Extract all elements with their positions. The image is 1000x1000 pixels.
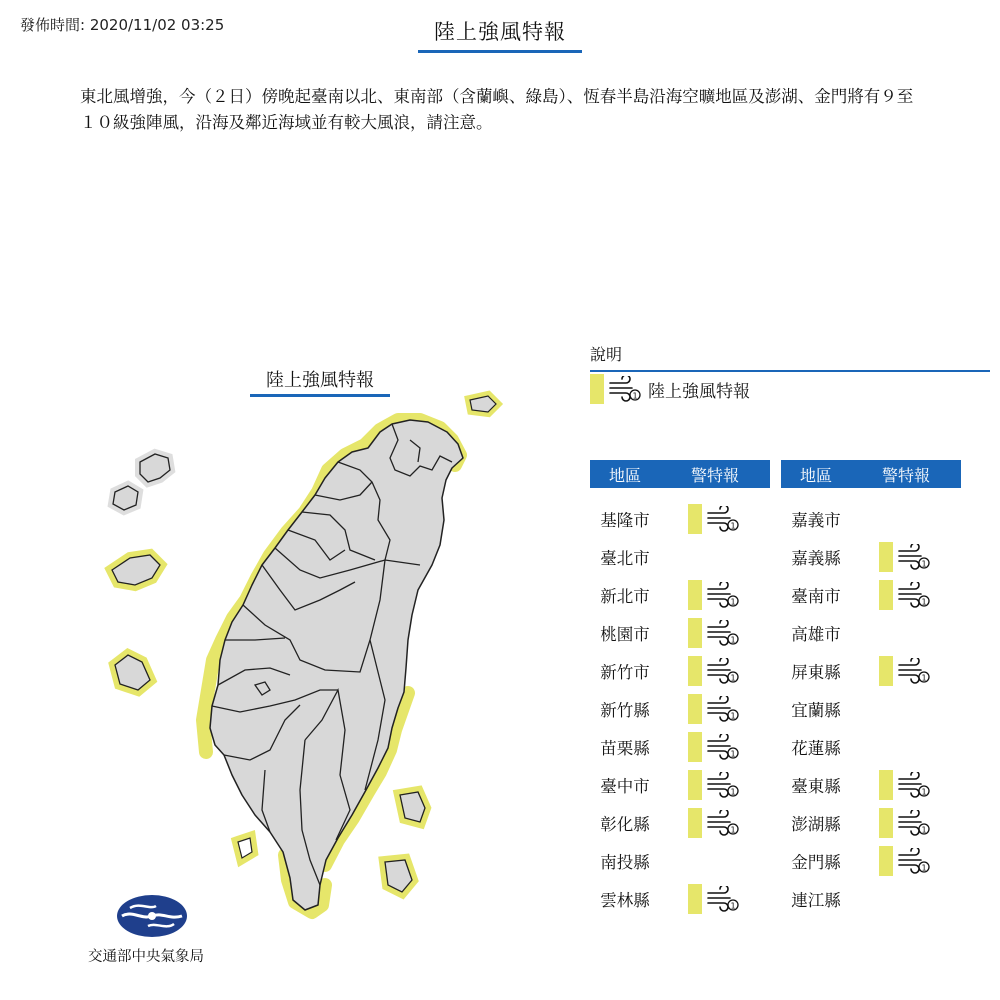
region-name: 連江縣 xyxy=(791,891,841,910)
warning-swatch xyxy=(688,884,702,914)
table-row xyxy=(590,880,770,918)
table-row xyxy=(590,842,770,880)
svg-text:1: 1 xyxy=(730,825,736,835)
warning-indicator xyxy=(688,656,740,686)
region-name: 桃園市 xyxy=(600,625,650,644)
table-header xyxy=(781,460,961,488)
agency-name: 交通部中央氣象局 xyxy=(88,949,204,965)
warning-indicator xyxy=(688,732,740,762)
wind-warning-icon xyxy=(897,544,931,570)
svg-text:1: 1 xyxy=(730,673,736,683)
table-row xyxy=(781,652,961,690)
table-row xyxy=(781,500,961,538)
legend-heading: 說明 xyxy=(590,342,990,372)
issue-time: 發佈時間: 2020/11/02 03:25 xyxy=(20,16,225,34)
region-name: 新竹縣 xyxy=(600,701,650,720)
table-row xyxy=(781,766,961,804)
svg-text:1: 1 xyxy=(730,749,736,759)
table-row xyxy=(590,804,770,842)
legend-swatch xyxy=(590,374,604,404)
svg-text:1: 1 xyxy=(921,863,927,873)
wind-warning-icon xyxy=(897,772,931,798)
svg-text:1: 1 xyxy=(921,597,927,607)
penghu-islands xyxy=(112,555,160,690)
region-name: 金門縣 xyxy=(791,853,841,872)
wind-warning-icon xyxy=(897,658,931,684)
table-row xyxy=(781,804,961,842)
table-header xyxy=(590,460,770,488)
region-name: 花蓮縣 xyxy=(791,739,841,758)
warning-swatch xyxy=(688,732,702,762)
wind-warning-icon xyxy=(706,582,740,608)
table-row xyxy=(590,728,770,766)
region-name: 新竹市 xyxy=(600,663,650,682)
table-rows-right xyxy=(781,488,961,918)
region-name: 南投縣 xyxy=(600,853,650,872)
warning-swatch xyxy=(879,770,893,800)
warning-swatch xyxy=(688,504,702,534)
region-name: 臺東縣 xyxy=(791,777,841,796)
warning-indicator xyxy=(688,884,740,914)
region-table-right xyxy=(781,460,961,918)
legend-label: 陸上強風特報 xyxy=(648,381,750,402)
wind-warning-icon xyxy=(706,734,740,760)
table-row xyxy=(781,728,961,766)
svg-text:1: 1 xyxy=(730,521,736,531)
region-table-left xyxy=(590,460,770,918)
warning-swatch xyxy=(688,694,702,724)
warning-swatch xyxy=(879,808,893,838)
table-row xyxy=(781,614,961,652)
warning-indicator xyxy=(688,618,740,648)
region-name: 嘉義市 xyxy=(791,511,841,530)
table-row xyxy=(781,576,961,614)
table-row xyxy=(590,614,770,652)
table-row xyxy=(590,690,770,728)
wind-warning-icon xyxy=(706,620,740,646)
table-row xyxy=(590,652,770,690)
svg-text:1: 1 xyxy=(730,597,736,607)
svg-text:1: 1 xyxy=(730,711,736,721)
map-title: 陸上強風特報 xyxy=(250,366,390,397)
svg-text:1: 1 xyxy=(730,787,736,797)
warning-indicator xyxy=(688,694,740,724)
warning-indicator xyxy=(879,770,931,800)
wind-warning-icon xyxy=(706,772,740,798)
cwb-logo xyxy=(116,894,188,940)
warning-indicator xyxy=(879,808,931,838)
region-name: 基隆市 xyxy=(600,511,650,530)
page-title: 陸上強風特報 xyxy=(418,16,582,53)
wind-warning-icon xyxy=(706,886,740,912)
warning-indicator xyxy=(688,580,740,610)
warning-indicator xyxy=(688,504,740,534)
header-region: 地區 xyxy=(799,465,832,485)
region-name: 嘉義縣 xyxy=(791,549,841,568)
table-row xyxy=(781,690,961,728)
svg-text:1: 1 xyxy=(632,391,638,401)
wind-warning-icon xyxy=(897,582,931,608)
region-name: 臺北市 xyxy=(600,549,650,568)
warning-indicator xyxy=(879,846,931,876)
region-name: 屏東縣 xyxy=(791,663,841,682)
warning-swatch xyxy=(688,580,702,610)
wind-warning-icon xyxy=(706,696,740,722)
warning-indicator xyxy=(879,580,931,610)
table-row xyxy=(590,500,770,538)
table-row xyxy=(781,842,961,880)
region-tables xyxy=(590,460,961,918)
region-name: 宜蘭縣 xyxy=(791,701,841,720)
warning-swatch xyxy=(879,656,893,686)
wind-warning-icon xyxy=(897,848,931,874)
wind-warning-icon xyxy=(706,810,740,836)
header-region: 地區 xyxy=(608,465,641,485)
warning-bulletin-text: 東北風增強，今（２日）傍晚起臺南以北、東南部（含蘭嶼、綠島）、恆春半島沿海空曠地區及澎湖、金門將有９至１０級強陣風，沿海及鄰近海域並有較大風浪，請注意。 xyxy=(80,87,914,132)
region-name: 彰化縣 xyxy=(600,815,650,834)
warning-swatch xyxy=(879,542,893,572)
region-name: 新北市 xyxy=(600,587,650,606)
svg-text:1: 1 xyxy=(921,787,927,797)
region-name: 臺南市 xyxy=(791,587,841,606)
svg-text:1: 1 xyxy=(921,673,927,683)
warning-swatch xyxy=(688,770,702,800)
warning-indicator xyxy=(688,808,740,838)
warning-swatch xyxy=(688,618,702,648)
header-warning: 警特報 xyxy=(690,465,739,485)
warning-swatch xyxy=(879,846,893,876)
region-name: 苗栗縣 xyxy=(600,739,650,758)
wind-warning-icon xyxy=(706,658,740,684)
region-name: 雲林縣 xyxy=(600,891,650,910)
svg-text:1: 1 xyxy=(921,559,927,569)
region-name: 澎湖縣 xyxy=(791,815,841,834)
svg-text:1: 1 xyxy=(730,635,736,645)
warning-indicator xyxy=(879,542,931,572)
table-row xyxy=(590,576,770,614)
table-row xyxy=(781,880,961,918)
warning-swatch xyxy=(688,656,702,686)
legend-item-wind-warning xyxy=(590,374,750,404)
table-row xyxy=(781,538,961,576)
warning-swatch xyxy=(688,808,702,838)
svg-text:1: 1 xyxy=(730,901,736,911)
region-name: 高雄市 xyxy=(791,625,841,644)
warning-swatch xyxy=(879,580,893,610)
wind-warning-icon xyxy=(897,810,931,836)
table-rows-left xyxy=(590,488,770,918)
svg-text:1: 1 xyxy=(921,825,927,835)
header-warning: 警特報 xyxy=(881,465,930,485)
table-row xyxy=(590,538,770,576)
table-row xyxy=(590,766,770,804)
wind-warning-icon xyxy=(706,506,740,532)
warning-indicator xyxy=(879,656,931,686)
region-name: 臺中市 xyxy=(600,777,650,796)
warning-indicator xyxy=(688,770,740,800)
wind-warning-icon xyxy=(608,376,642,402)
